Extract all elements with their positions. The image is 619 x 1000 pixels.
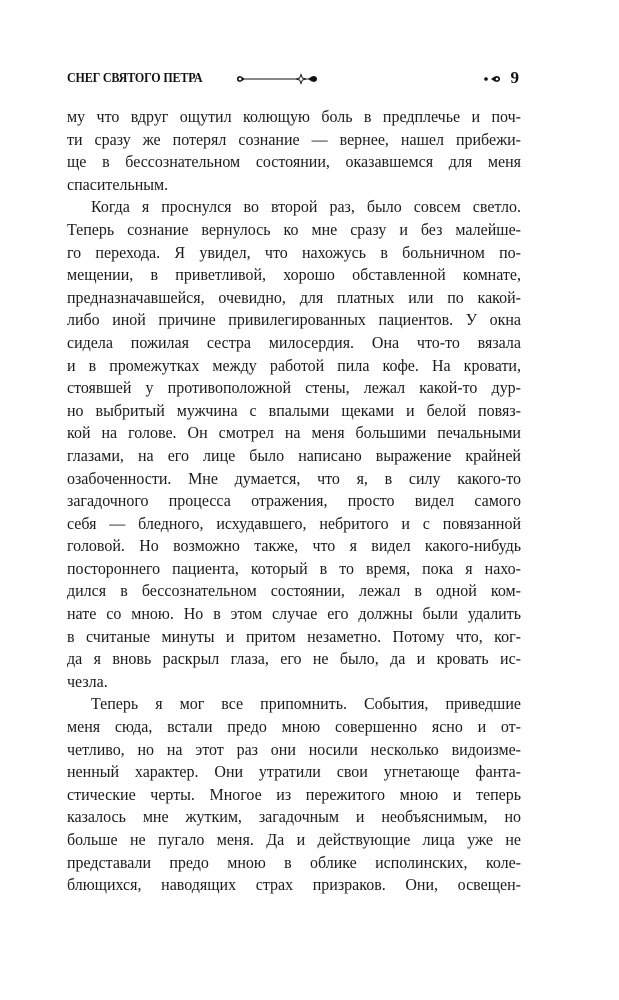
paragraph (67, 196, 521, 693)
text-line: Когда я проснулся во второй раз, было совсем светло. (90, 197, 521, 217)
text-line: ти сразу же потерял сознание — вернее, нашел прибежи- (67, 129, 521, 149)
text-line: но выбритый мужчина с впалыми щеками и белой повяз- (67, 400, 521, 420)
dot-drop-ornament-icon (483, 73, 505, 85)
body-text (67, 106, 521, 897)
text-line: го перехода. Я увидел, что нахожусь в больничном по- (67, 242, 521, 262)
text-line: чезла. (67, 671, 108, 691)
page-number: 9 (510, 68, 519, 87)
text-line: кой на голове. Он смотрел на меня большими печальными (67, 423, 521, 443)
text-line: озабоченности. Мне думается, что я, в силу какого-то (67, 468, 521, 488)
text-line: да я вновь раскрыл глаза, его не было, да и кровать ис- (67, 649, 521, 669)
running-title: СНЕГ СВЯТОГО ПЕТРА (67, 71, 203, 86)
text-line: предназначавшейся, очевидно, для платных или по какой- (67, 287, 521, 307)
text-line: казалось мне жутким, загадочным и необъяснимым, но (67, 807, 521, 827)
text-line: мещении, в приветливой, хорошо обставленной комнате, (67, 265, 521, 285)
text-line: загадочного процесса отражения, просто видел самого (67, 491, 521, 511)
text-line: блющихся, наводящих страх призраков. Они, освещен- (67, 875, 521, 895)
paragraph (67, 106, 521, 196)
text-line: Теперь сознание вернулось ко мне сразу и без малейше- (67, 219, 521, 239)
text-line: в считаные минуты и притом незаметно. Потому что, ког- (67, 626, 521, 646)
text-line: му что вдруг ощутил колющую боль в предплечье и поч- (67, 107, 521, 126)
text-line: представали предо мною в облике исполинских, коле- (67, 852, 521, 872)
text-line: дился в бессознательном состоянии, лежал в одной ком- (67, 581, 521, 601)
paragraph (67, 693, 521, 896)
flourish-ornament-icon (235, 72, 321, 86)
text-line: стоявшей у противоположной стены, лежал какой-то дур- (67, 378, 521, 398)
text-line: либо иной причине привилегированных пациентов. У окна (67, 310, 521, 330)
text-line: ненный характер. Они утратили свои угнетающе фанта- (67, 762, 521, 782)
text-line: Теперь я мог все припомнить. События, приведшие (90, 694, 521, 714)
text-line: ще в бессознательном состоянии, оказавшемся для меня (67, 152, 521, 172)
text-line: больше не пугало меня. Да и действующие лица уже не (67, 830, 521, 849)
text-line: сидела пожилая сестра милосердия. Она что-то вязала (67, 332, 521, 352)
running-header (67, 68, 521, 90)
text-line: постороннего пациента, который в то время, пока я нахо- (67, 558, 521, 578)
text-line: четливо, но на этот раз они носили несколько видоизме- (67, 739, 521, 759)
text-line: стические черты. Многое из пережитого мною и теперь (67, 784, 521, 804)
text-line: спасительным. (67, 174, 169, 194)
text-line: и в промежутках между работой пила кофе. На кровати, (67, 355, 521, 375)
text-line: нате со мною. Но в этом случае его должны были удалить (67, 604, 521, 624)
text-line: головой. Но возможно также, что я видел какого-нибудь (67, 536, 521, 556)
text-line: глазами, на его лице было написано выражение крайней (67, 445, 521, 465)
text-line: меня сюда, встали предо мною совершенно ясно и от- (67, 717, 521, 737)
text-line: себя — бледного, исхудавшего, небритого и с повязанной (67, 513, 521, 533)
